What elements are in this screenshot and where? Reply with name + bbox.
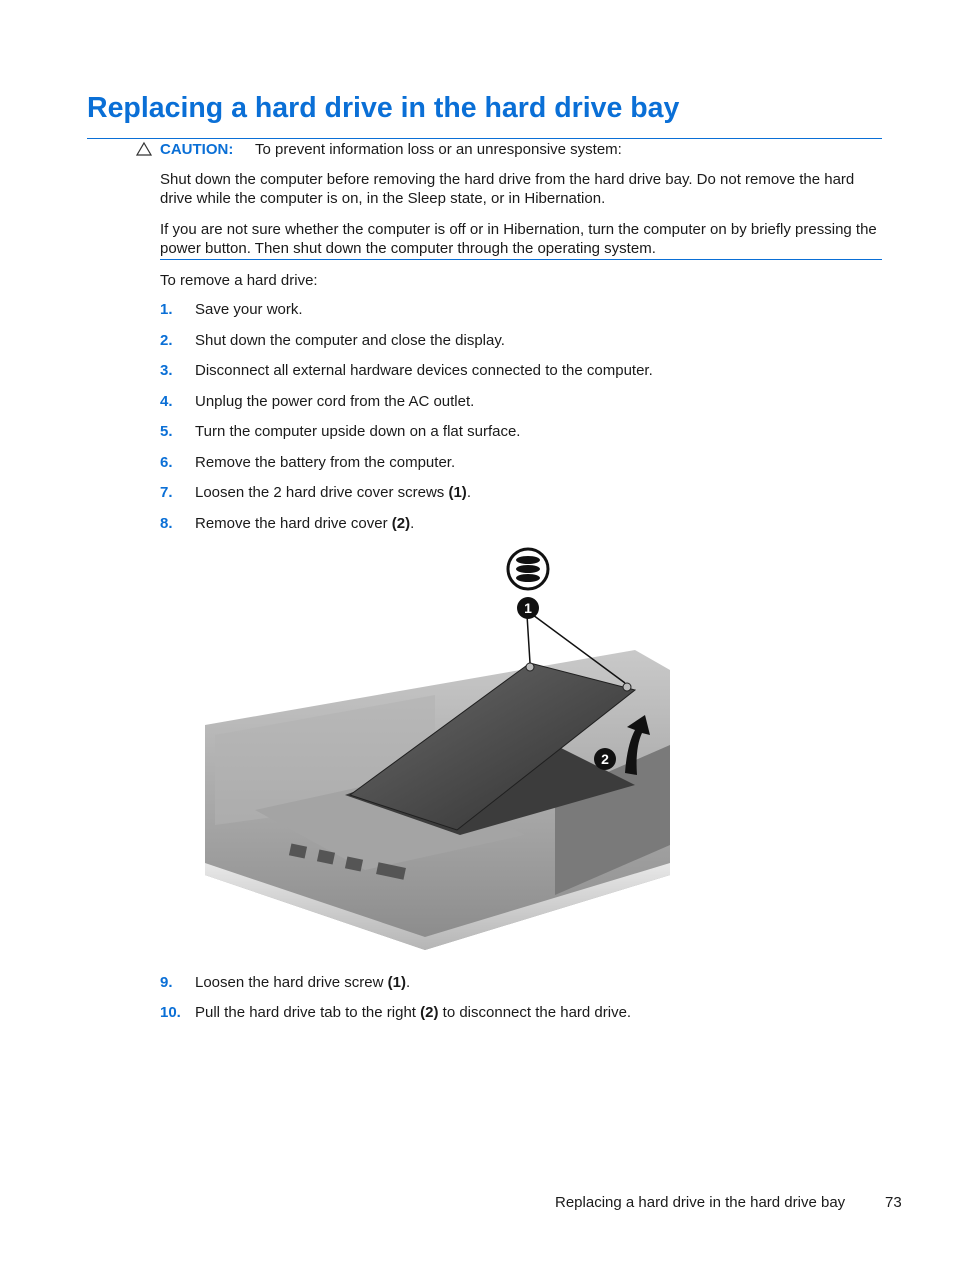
hard-drive-stack-icon [508,549,548,589]
step-number: 9. [160,974,173,991]
step-number: 6. [160,454,173,471]
caution-label: CAUTION: [160,141,234,158]
step-number: 2. [160,332,173,349]
page-title: Replacing a hard drive in the hard drive bay [87,92,680,124]
step-text: Remove the battery from the computer. [195,454,456,471]
caution-paragraph-2: If you are not sure whether the computer is off or in Hibernation, turn the computer on by briefly pressing the power button. Then shut down the computer through the operating system. [160,221,877,257]
step-text: Loosen the 2 hard drive cover screws (1). [195,484,471,501]
step-text: Unplug the power cord from the AC outlet. [195,393,475,410]
step-text: Pull the hard drive tab to the right (2) to disconnect the hard drive. [195,1004,632,1021]
step-number: 10. [160,1004,181,1021]
intro-text: To remove a hard drive: [160,272,318,289]
step-text: Disconnect all external hardware devices connected to the computer. [195,362,653,379]
hard-drive-cover-illustration [195,545,680,960]
step-text: Turn the computer upside down on a flat surface. [195,423,521,440]
step-text: Remove the hard drive cover (2). [195,515,415,532]
callout-1-label: 1 [524,600,532,616]
title-divider [87,138,882,139]
caution-paragraph-1: Shut down the computer before removing the hard drive from the hard drive bay. Do not remove the hard drive while the computer is on, in the Sleep state, or in Hibernation. [160,171,855,207]
caution-text: To prevent information loss or an unresponsive system: [255,141,622,158]
caution-divider [160,259,882,260]
step-number: 1. [160,301,173,318]
warning-triangle-icon [136,141,152,157]
step-number: 5. [160,423,173,440]
step-number: 7. [160,484,173,501]
step-text: Shut down the computer and close the display. [195,332,505,349]
step-text: Loosen the hard drive screw (1). [195,974,411,991]
step-number: 3. [160,362,173,379]
footer-title: Replacing a hard drive in the hard drive bay [555,1194,846,1211]
callout-2-label: 2 [601,751,609,767]
step-text: Save your work. [195,301,303,318]
step-number: 4. [160,393,173,410]
step-number: 8. [160,515,173,532]
page-number: 73 [885,1194,902,1211]
